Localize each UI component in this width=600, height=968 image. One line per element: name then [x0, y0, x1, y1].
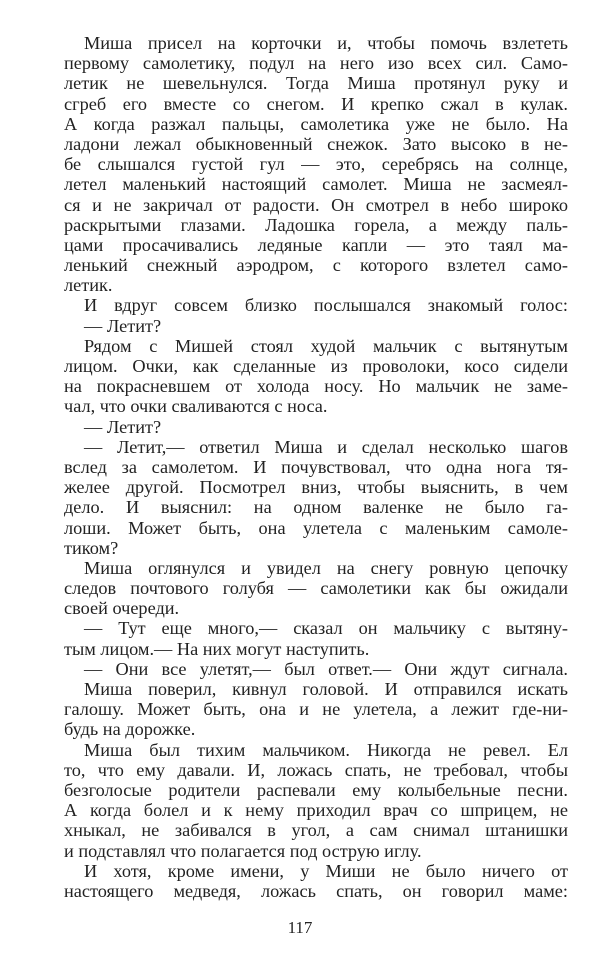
text-line: [64, 639, 568, 659]
text-line: [64, 437, 568, 457]
text-line: [64, 518, 568, 538]
text-line: [64, 558, 568, 578]
text-line: [64, 174, 568, 194]
text-line-content: чал, что очки сваливаются с носа.: [64, 396, 328, 417]
text-line-content: дело. И выяснил: на одном валенке не было га-: [64, 497, 568, 518]
text-line-content: ленький снежный аэродром, с которого взлетел само-: [64, 255, 568, 276]
text-line-content: бе слышался густой гул — это, серебрясь на солнце,: [64, 154, 568, 175]
text-line: [64, 659, 568, 679]
text-line: [64, 719, 568, 739]
text-line-content: будь на дорожке.: [64, 719, 196, 740]
text-line-content: тым лицом.— На них могут наступить.: [64, 638, 370, 659]
text-line-content: безголосые родители распевали ему колыбельные песни.: [64, 779, 568, 800]
text-line: [64, 618, 568, 638]
text-line-content: раскрытыми глазами. Ладошка горела, а между паль-: [64, 214, 568, 235]
text-line-content: Миша поверил, кивнул головой. И отправился искать: [84, 679, 568, 699]
text-line: [64, 53, 568, 73]
text-line: [64, 598, 568, 618]
text-line-content: хныкал, не забивался в угол, а сам снимал штанишки: [64, 820, 568, 841]
text-line-content: летик не шевельнулся. Тогда Миша протянул руку и: [64, 73, 568, 94]
text-line-content: желее другой. Посмотрел вниз, чтобы выяснить, в чем: [64, 477, 568, 498]
text-line: [64, 336, 568, 356]
text-line: [64, 881, 568, 901]
text-line-content: первому самолетику, подул на него изо всех сил. Само-: [64, 53, 568, 74]
text-line-content: Миша присел на корточки и, чтобы помочь взлететь: [84, 33, 568, 53]
text-line: [64, 195, 568, 215]
text-line-content: Миша был тихим мальчиком. Никогда не ревел. Ел: [84, 739, 568, 760]
text-line-content: лоши. Может быть, она улетела с маленьким самоле-: [64, 517, 568, 538]
text-line-content: цами просачивались ледяные капли — это таял ма-: [64, 234, 568, 255]
text-line-content: — Летит?: [84, 416, 162, 437]
text-line-content: лицом. Очки, как сделанные из проволоки, косо сидели: [64, 356, 568, 376]
text-line-content: — Летит?: [84, 315, 162, 336]
text-line: [64, 497, 568, 517]
text-line-content: своей очереди.: [64, 598, 180, 619]
text-line: [64, 780, 568, 800]
text-line: [64, 477, 568, 497]
text-line: [64, 861, 568, 881]
text-line-content: тиком?: [64, 537, 119, 558]
text-line-content: — Летит,— ответил Миша и сделал несколько шагов: [84, 436, 568, 457]
text-line: [64, 417, 568, 437]
text-line: [64, 457, 568, 477]
text-line-content: Миша оглянулся и увидел на снегу ровную цепочку: [84, 557, 568, 578]
text-line: [64, 215, 568, 235]
text-line-content: Рядом с Мишей стоял худой мальчик с вытянутым: [84, 335, 568, 356]
text-line: [64, 538, 568, 558]
text-line: [64, 356, 568, 376]
text-line: [64, 679, 568, 699]
text-line: [64, 94, 568, 114]
text-line-content: вслед за самолетом. И почувствовал, что одна нога тя-: [64, 456, 568, 477]
text-line: [64, 699, 568, 719]
text-line: [64, 740, 568, 760]
text-line-content: — Они все улетят,— был ответ.— Они ждут сигнала.: [84, 658, 568, 679]
text-line-content: летел маленький настоящий самолет. Миша не засмеял-: [64, 174, 568, 195]
text-line-content: настоящего медведя, ложась спать, он говорил маме:: [64, 880, 568, 901]
text-line-content: сгреб его вместе со снегом. И крепко сжал в кулак.: [64, 93, 568, 114]
text-line-content: то, что ему давали. И, ложась спать, не требовал, чтобы: [64, 759, 568, 780]
text-line: [64, 820, 568, 840]
text-line-content: И вдруг совсем близко послышался знакомый голос:: [84, 295, 568, 316]
text-line-content: А когда болел и к нему приходил врач со шприцем, не: [64, 800, 568, 821]
text-line-content: и подставлял что полагается под острую иглу.: [64, 840, 422, 861]
page-body-text: [64, 33, 568, 901]
text-line: [64, 134, 568, 154]
text-line: [64, 255, 568, 275]
text-line-content: — Тут еще много,— сказал он мальчику с вытяну-: [84, 618, 568, 639]
text-line-content: галошу. Может быть, она и не улетела, а лежит где-ни-: [64, 699, 568, 720]
text-line: [64, 800, 568, 820]
text-line: [64, 295, 568, 315]
text-line: [64, 760, 568, 780]
text-line: [64, 275, 568, 295]
text-line-content: ся и не закричал от радости. Он смотрел в небо широко: [64, 194, 568, 215]
text-line: [64, 114, 568, 134]
text-line: [64, 154, 568, 174]
text-line-content: на покрасневшем от холода носу. Но мальчик не заме-: [64, 376, 568, 397]
text-line: [64, 396, 568, 416]
text-line: [64, 235, 568, 255]
text-line: [64, 316, 568, 336]
text-line-content: И хотя, кроме имени, у Миши не было ничего от: [84, 860, 568, 881]
text-line: [64, 841, 568, 861]
text-line: [64, 33, 568, 53]
text-line-content: летик.: [64, 275, 113, 296]
text-line: [64, 578, 568, 598]
text-line-content: А когда разжал пальцы, самолетика уже не было. На: [64, 113, 568, 134]
text-line: [64, 376, 568, 396]
page-number: 117: [287, 918, 313, 937]
text-line: [64, 73, 568, 93]
text-line-content: ладони лежал обыкновенный снежок. Зато высоко в не-: [64, 133, 568, 154]
text-line-content: следов почтового голубя — самолетики как бы ожидали: [64, 578, 568, 599]
